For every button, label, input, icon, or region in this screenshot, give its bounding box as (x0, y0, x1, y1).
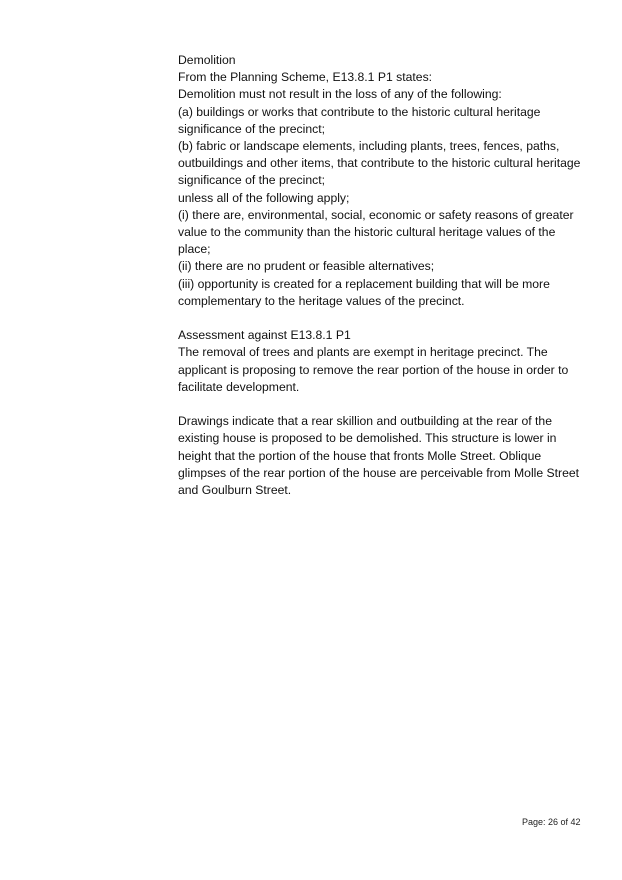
paragraph-spacer (178, 310, 588, 327)
clause-item-i: (i) there are, environmental, social, economic or safety reasons of greater value to the community than the historic cultural heritage values of the place; (178, 207, 574, 257)
assessment-heading: Assessment against E13.8.1 P1 (178, 328, 351, 343)
planning-scheme-intro: From the Planning Scheme, E13.8.1 P1 states: (178, 70, 433, 85)
demolition-heading: Demolition (178, 53, 236, 67)
clause-item-b: (b) fabric or landscape elements, including plants, trees, fences, paths, outbuildings and other items, that contribute to the historic cultural heritage significance of the precinct; (178, 139, 581, 188)
demolition-lead: Demolition must not result in the loss of any of the following: (178, 87, 502, 102)
paragraph-spacer (178, 396, 588, 413)
clause-item-ii: (ii) there are no prudent or feasible alternatives; (178, 259, 435, 274)
assessment-paragraph-2: Drawings indicate that a rear skillion and outbuilding at the rear of the existing house is proposed to be demolished. This structure is lower in height that the portion of the house that fronts Molle Street. Oblique glimpses of the rear portion of the house are perceivable from Molle Street and Goulburn Street. (178, 414, 580, 498)
clause-unless: unless all of the following apply; (178, 190, 350, 205)
clause-item-iii: (iii) opportunity is created for a replacement building that will be more complementary to the heritage values of the precinct. (178, 276, 550, 308)
clause-item-a: (a) buildings or works that contribute to the historic cultural heritage significance of the precinct; (178, 104, 541, 136)
assessment-paragraph-1: The removal of trees and plants are exempt in heritage precinct. The applicant is proposing to remove the rear portion of the house in order to facilitate development. (178, 345, 569, 394)
page-body (178, 52, 588, 499)
page-number: Page: 26 of 42 (522, 817, 581, 827)
